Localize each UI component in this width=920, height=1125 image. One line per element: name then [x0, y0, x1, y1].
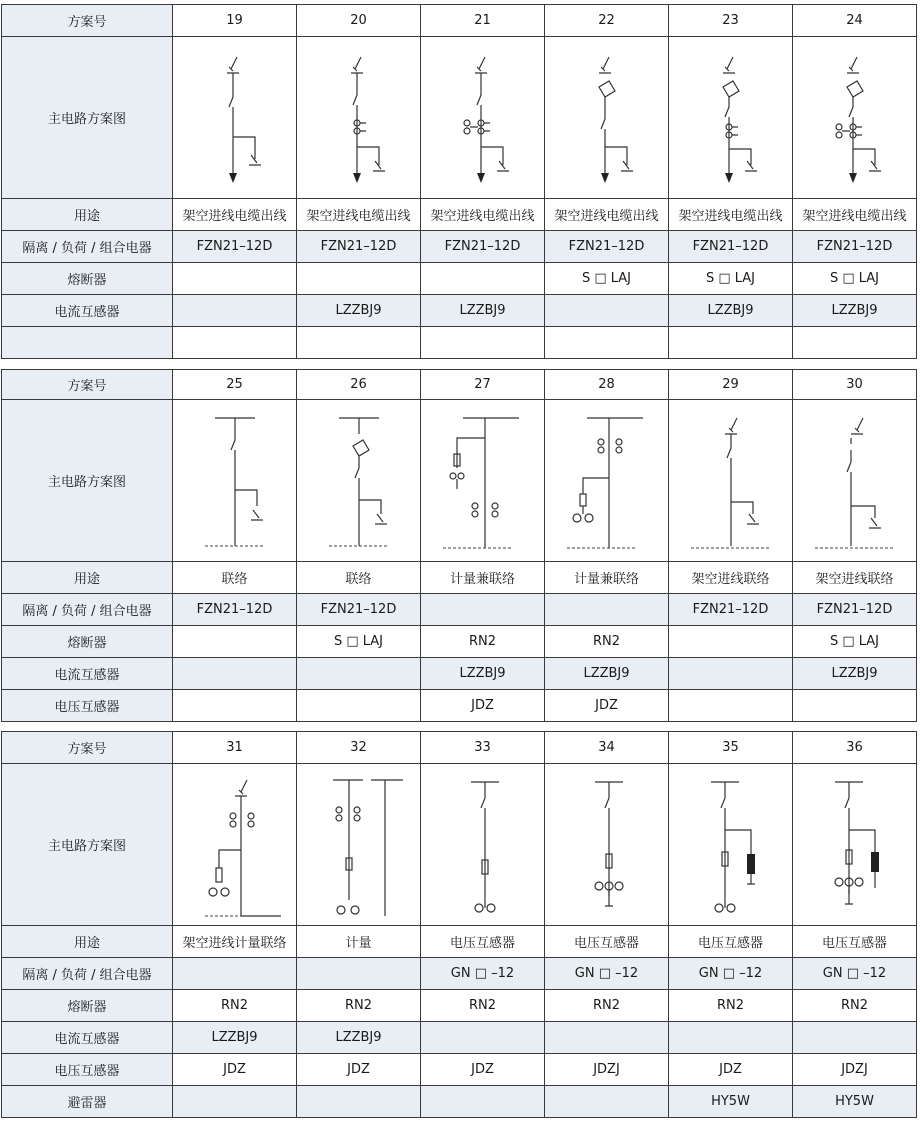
cell: LZZBJ9	[421, 658, 545, 690]
data-row	[2, 658, 917, 690]
diagram-row	[2, 764, 917, 926]
scheme-number: 22	[545, 5, 669, 37]
scheme-number: 23	[669, 5, 793, 37]
data-row	[2, 1022, 917, 1054]
cell: 架空进线电缆出线	[545, 199, 669, 231]
scheme-number-row	[2, 5, 917, 37]
circuit-diagram-icon	[671, 770, 791, 920]
circuit-diagram-29	[669, 400, 793, 562]
cell	[545, 1022, 669, 1054]
cell: 架空进线电缆出线	[793, 199, 917, 231]
cell	[545, 1086, 669, 1118]
cell: FZN21–12D	[297, 231, 421, 263]
data-row	[2, 327, 917, 359]
cell	[173, 1086, 297, 1118]
row-label: 隔离 / 负荷 / 组合电器	[2, 594, 173, 626]
cell	[669, 690, 793, 722]
cell: LZZBJ9	[669, 295, 793, 327]
cell: 联络	[297, 562, 421, 594]
scheme-table-2	[1, 369, 917, 722]
circuit-diagram-28	[545, 400, 669, 562]
circuit-diagram-icon	[423, 770, 543, 920]
cell	[297, 690, 421, 722]
circuit-diagram-icon	[299, 770, 419, 920]
cell: JDZ	[297, 1054, 421, 1086]
row-label: 隔离 / 负荷 / 组合电器	[2, 958, 173, 990]
cell: GN □ –12	[793, 958, 917, 990]
cell	[173, 327, 297, 359]
circuit-diagram-icon	[175, 43, 295, 193]
cell: HY5W	[793, 1086, 917, 1118]
row-label: 用途	[2, 926, 173, 958]
cell: JDZJ	[545, 1054, 669, 1086]
circuit-diagram-34	[545, 764, 669, 926]
header-label: 方案号	[2, 5, 173, 37]
circuit-diagram-23	[669, 37, 793, 199]
circuit-diagram-icon	[175, 770, 295, 920]
row-label: 熔断器	[2, 626, 173, 658]
circuit-diagram-icon	[299, 406, 419, 556]
cell: HY5W	[669, 1086, 793, 1118]
cell	[421, 327, 545, 359]
row-label: 隔离 / 负荷 / 组合电器	[2, 231, 173, 263]
cell: FZN21–12D	[669, 231, 793, 263]
row-label: 电压互感器	[2, 690, 173, 722]
cell: JDZ	[421, 690, 545, 722]
cell	[173, 690, 297, 722]
circuit-diagram-27	[421, 400, 545, 562]
cell: RN2	[421, 990, 545, 1022]
cell: 架空进线电缆出线	[421, 199, 545, 231]
circuit-diagram-icon	[795, 406, 915, 556]
cell: S □ LAJ	[669, 263, 793, 295]
cell	[545, 594, 669, 626]
cell: JDZJ	[793, 1054, 917, 1086]
circuit-diagram-32	[297, 764, 421, 926]
cell	[669, 1022, 793, 1054]
cell: 架空进线电缆出线	[669, 199, 793, 231]
cell	[793, 690, 917, 722]
cell: GN □ –12	[669, 958, 793, 990]
circuit-diagram-33	[421, 764, 545, 926]
circuit-diagram-icon	[547, 43, 667, 193]
cell: 计量兼联络	[545, 562, 669, 594]
cell	[297, 658, 421, 690]
diagram-row	[2, 37, 917, 199]
scheme-number: 36	[793, 732, 917, 764]
circuit-diagram-icon	[423, 43, 543, 193]
circuit-diagram-26	[297, 400, 421, 562]
cell: 电压互感器	[793, 926, 917, 958]
scheme-number: 31	[173, 732, 297, 764]
cell: RN2	[669, 990, 793, 1022]
scheme-table-3	[1, 731, 917, 1118]
data-row	[2, 231, 917, 263]
cell: JDZ	[173, 1054, 297, 1086]
cell: S □ LAJ	[545, 263, 669, 295]
cell: JDZ	[421, 1054, 545, 1086]
scheme-number: 34	[545, 732, 669, 764]
data-row	[2, 562, 917, 594]
row-label: 熔断器	[2, 990, 173, 1022]
data-row	[2, 1054, 917, 1086]
row-label: 电流互感器	[2, 1022, 173, 1054]
circuit-diagram-icon	[175, 406, 295, 556]
circuit-diagram-25	[173, 400, 297, 562]
cell: 计量兼联络	[421, 562, 545, 594]
cell: JDZ	[669, 1054, 793, 1086]
cell: 架空进线联络	[669, 562, 793, 594]
circuit-diagram-36	[793, 764, 917, 926]
cell: LZZBJ9	[173, 1022, 297, 1054]
cell: FZN21–12D	[421, 231, 545, 263]
row-label: 电流互感器	[2, 295, 173, 327]
diagram-label: 主电路方案图	[2, 400, 173, 562]
cell: FZN21–12D	[297, 594, 421, 626]
scheme-number: 35	[669, 732, 793, 764]
cell: FZN21–12D	[793, 231, 917, 263]
cell	[173, 626, 297, 658]
cell	[421, 1086, 545, 1118]
cell	[421, 263, 545, 295]
cell: 联络	[173, 562, 297, 594]
row-label	[2, 327, 173, 359]
diagram-label: 主电路方案图	[2, 37, 173, 199]
cell: 架空进线计量联络	[173, 926, 297, 958]
scheme-number: 21	[421, 5, 545, 37]
cell: 架空进线电缆出线	[297, 199, 421, 231]
cell: LZZBJ9	[297, 1022, 421, 1054]
cell: GN □ –12	[421, 958, 545, 990]
header-label: 方案号	[2, 732, 173, 764]
scheme-number: 32	[297, 732, 421, 764]
scheme-number: 28	[545, 370, 669, 400]
scheme-number: 25	[173, 370, 297, 400]
circuit-diagram-24	[793, 37, 917, 199]
cell: FZN21–12D	[173, 594, 297, 626]
cell	[545, 295, 669, 327]
circuit-diagram-30	[793, 400, 917, 562]
cell: FZN21–12D	[173, 231, 297, 263]
cell: GN □ –12	[545, 958, 669, 990]
scheme-number: 24	[793, 5, 917, 37]
row-label: 避雷器	[2, 1086, 173, 1118]
cell	[297, 958, 421, 990]
cell	[297, 327, 421, 359]
cell: RN2	[297, 990, 421, 1022]
cell	[669, 626, 793, 658]
cell: LZZBJ9	[545, 658, 669, 690]
cell	[173, 263, 297, 295]
circuit-diagram-icon	[795, 43, 915, 193]
cell: LZZBJ9	[793, 658, 917, 690]
cell: RN2	[173, 990, 297, 1022]
row-label: 电压互感器	[2, 1054, 173, 1086]
row-label: 用途	[2, 562, 173, 594]
circuit-diagram-31	[173, 764, 297, 926]
cell: RN2	[421, 626, 545, 658]
cell: LZZBJ9	[297, 295, 421, 327]
cell: 计量	[297, 926, 421, 958]
cell	[297, 263, 421, 295]
cell	[173, 658, 297, 690]
circuit-diagram-icon	[547, 406, 667, 556]
scheme-number-row	[2, 732, 917, 764]
scheme-number: 26	[297, 370, 421, 400]
cell	[421, 594, 545, 626]
cell	[793, 1022, 917, 1054]
diagram-label: 主电路方案图	[2, 764, 173, 926]
scheme-number-row	[2, 370, 917, 400]
cell: FZN21–12D	[793, 594, 917, 626]
circuit-diagram-19	[173, 37, 297, 199]
cell: RN2	[793, 990, 917, 1022]
row-label: 电流互感器	[2, 658, 173, 690]
data-row	[2, 295, 917, 327]
cell	[793, 327, 917, 359]
circuit-diagram-20	[297, 37, 421, 199]
cell: 电压互感器	[545, 926, 669, 958]
scheme-number: 27	[421, 370, 545, 400]
data-row	[2, 958, 917, 990]
cell: S □ LAJ	[297, 626, 421, 658]
cell: FZN21–12D	[669, 594, 793, 626]
circuit-diagram-icon	[671, 43, 791, 193]
circuit-diagram-icon	[299, 43, 419, 193]
scheme-number: 33	[421, 732, 545, 764]
circuit-diagram-icon	[795, 770, 915, 920]
data-row	[2, 594, 917, 626]
cell: S □ LAJ	[793, 263, 917, 295]
cell: JDZ	[545, 690, 669, 722]
scheme-table-1	[1, 4, 917, 359]
scheme-number: 19	[173, 5, 297, 37]
cell	[297, 1086, 421, 1118]
cell: S □ LAJ	[793, 626, 917, 658]
cell	[545, 327, 669, 359]
cell: 架空进线电缆出线	[173, 199, 297, 231]
circuit-diagram-icon	[423, 406, 543, 556]
data-row	[2, 199, 917, 231]
cell	[669, 658, 793, 690]
circuit-diagram-icon	[547, 770, 667, 920]
scheme-number: 29	[669, 370, 793, 400]
diagram-row	[2, 400, 917, 562]
scheme-number: 30	[793, 370, 917, 400]
data-row	[2, 1086, 917, 1118]
data-row	[2, 690, 917, 722]
row-label: 用途	[2, 199, 173, 231]
scheme-number: 20	[297, 5, 421, 37]
cell	[421, 1022, 545, 1054]
cell: RN2	[545, 626, 669, 658]
cell	[173, 958, 297, 990]
cell: 架空进线联络	[793, 562, 917, 594]
header-label: 方案号	[2, 370, 173, 400]
cell: FZN21–12D	[545, 231, 669, 263]
cell	[173, 295, 297, 327]
cell: RN2	[545, 990, 669, 1022]
circuit-diagram-22	[545, 37, 669, 199]
cell	[669, 327, 793, 359]
cell: 电压互感器	[421, 926, 545, 958]
circuit-diagram-35	[669, 764, 793, 926]
data-row	[2, 626, 917, 658]
circuit-diagram-icon	[671, 406, 791, 556]
cell: 电压互感器	[669, 926, 793, 958]
circuit-diagram-21	[421, 37, 545, 199]
cell: LZZBJ9	[421, 295, 545, 327]
data-row	[2, 926, 917, 958]
data-row	[2, 263, 917, 295]
data-row	[2, 990, 917, 1022]
row-label: 熔断器	[2, 263, 173, 295]
cell: LZZBJ9	[793, 295, 917, 327]
